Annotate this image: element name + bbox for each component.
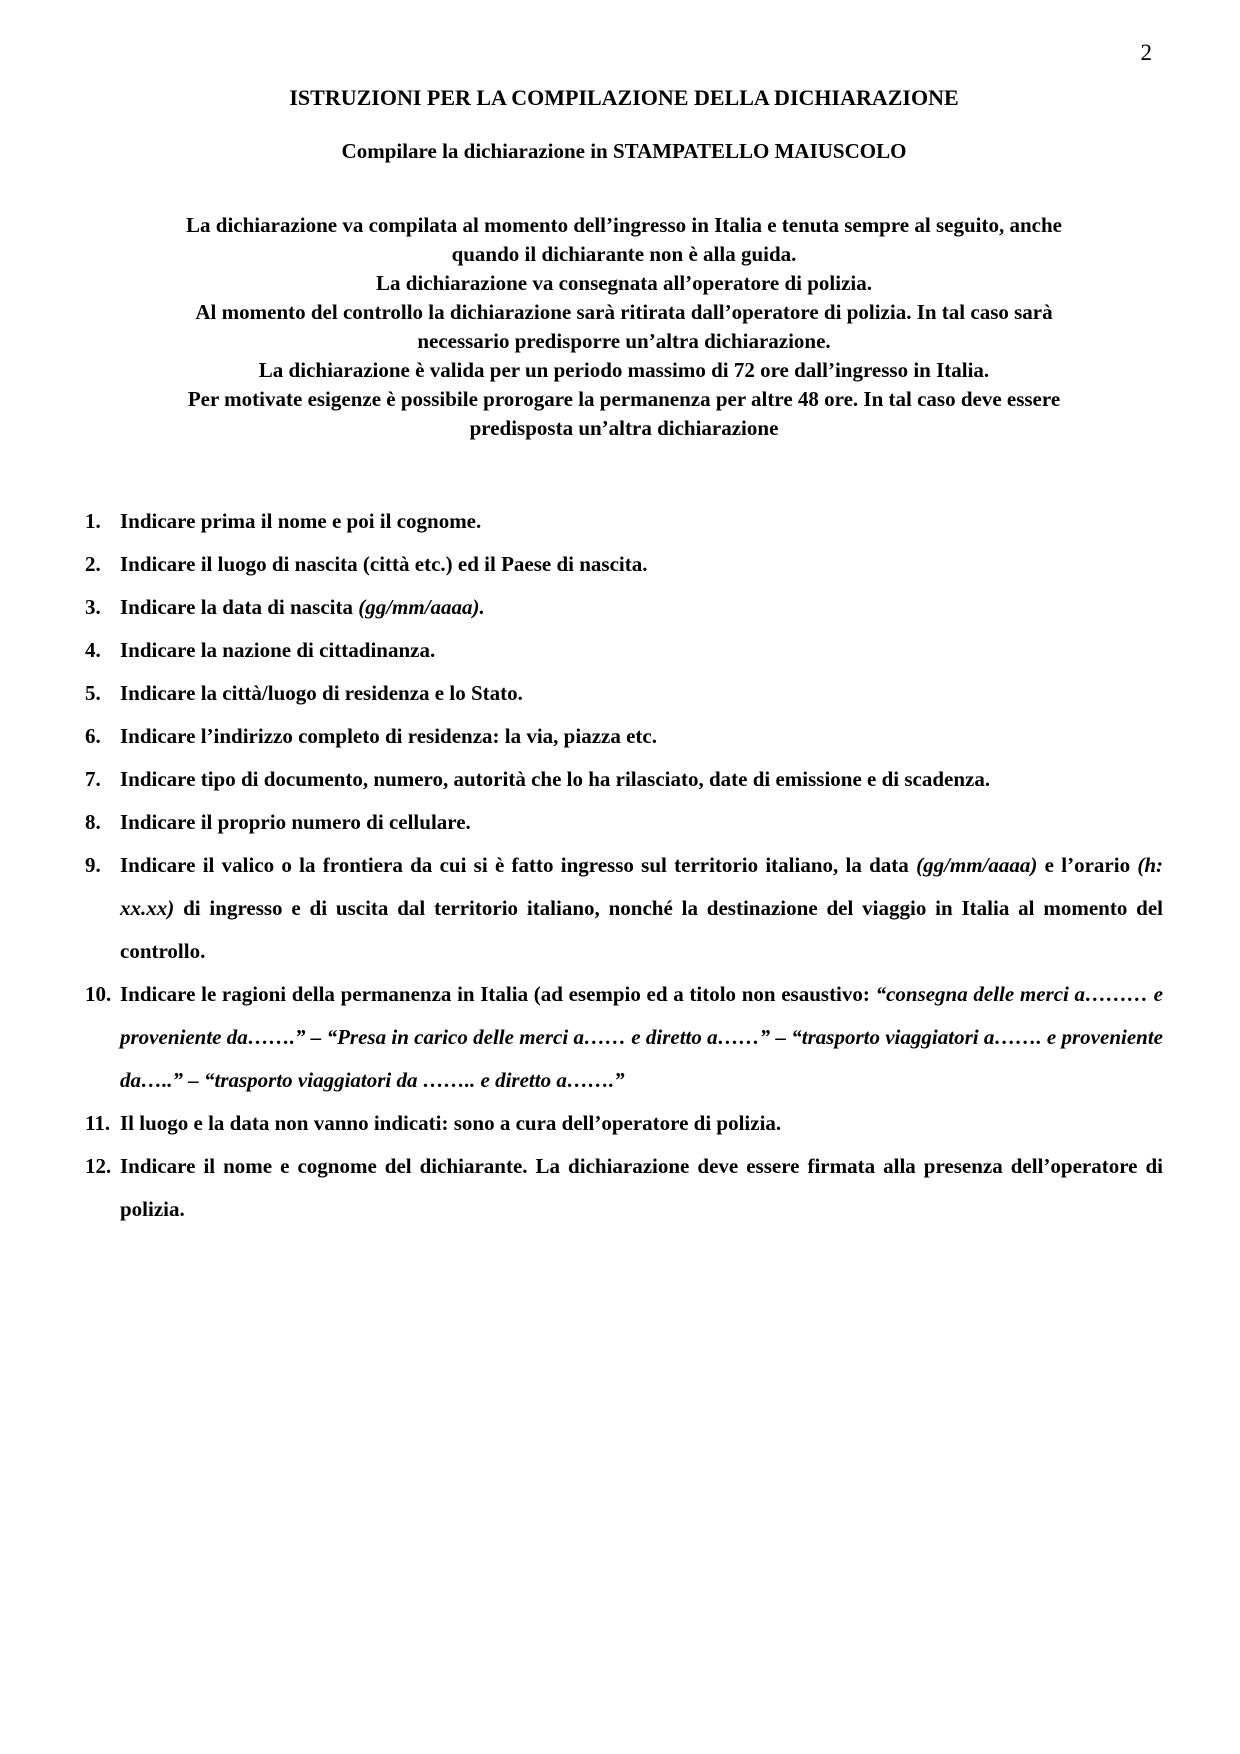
intro-line: quando il dichiarante non è alla guida.	[451, 242, 797, 266]
text-segment: di ingresso e di uscita dal territorio italiano, nonché la destinazione del viaggio in Italia al momento del controllo.	[120, 896, 1163, 963]
item-number: 2.	[85, 552, 101, 576]
item-number: 8.	[85, 810, 101, 834]
item-text	[120, 672, 1163, 715]
item-text	[120, 1102, 1163, 1145]
document-subtitle: Compilare la dichiarazione in STAMPATELLO MAIUSCOLO	[341, 139, 907, 163]
intro-line: Per motivate esigenze è possibile prorogare la permanenza per altre 48 ore. In tal caso deve essere	[187, 387, 1061, 411]
item-number: 1.	[85, 509, 101, 533]
text-segment: Indicare tipo di documento, numero, autorità che lo ha rilasciato, date di emissione e di scadenza.	[120, 767, 991, 791]
intro-line: La dichiarazione è valida per un periodo massimo di 72 ore dall’ingresso in Italia.	[258, 358, 990, 382]
text-segment: Indicare il nome e cognome del dichiarante. La dichiarazione deve essere firmata alla presenza dell’operatore di polizia.	[120, 1154, 1163, 1221]
list-item	[85, 629, 1163, 672]
item-number: 9.	[85, 853, 101, 877]
list-item	[85, 500, 1163, 543]
text-segment: (gg/mm/aaaa)	[916, 853, 1038, 877]
text-segment: Indicare la nazione di cittadinanza.	[120, 638, 436, 662]
item-text	[120, 973, 1163, 1102]
text-segment: “consegna delle merci a……… e proveniente da…….” – “Presa in carico delle merci a…… e diretto a……” – “trasporto viaggiatori a……. e proveniente da…..” – “trasporto viaggiatori da …….. e diretto a…….”	[120, 982, 1163, 1092]
item-number: 7.	[85, 767, 101, 791]
item-number: 11.	[85, 1111, 111, 1135]
item-number: 10.	[85, 982, 112, 1006]
intro-block	[85, 211, 1163, 443]
text-segment: (h: xx.xx)	[120, 853, 1164, 920]
intro-line: Al momento del controllo la dichiarazione sarà ritirata dall’operatore di polizia. In tal caso sarà	[195, 300, 1053, 324]
text-segment: Il luogo e la data non vanno indicati: sono a cura dell’operatore di polizia.	[120, 1111, 782, 1135]
list-item	[85, 586, 1163, 629]
item-number: 4.	[85, 638, 101, 662]
text-segment: Indicare il valico o la frontiera da cui si è fatto ingresso sul territorio italiano, la data	[120, 853, 917, 877]
list-item	[85, 1145, 1163, 1231]
intro-line: La dichiarazione va consegnata all’operatore di polizia.	[375, 271, 872, 295]
item-number: 6.	[85, 724, 101, 748]
list-item	[85, 758, 1163, 801]
item-text	[120, 629, 1163, 672]
item-text	[120, 715, 1163, 758]
text-segment: e l’orario	[1037, 853, 1138, 877]
list-item	[85, 672, 1163, 715]
text-segment: Indicare le ragioni della permanenza in Italia (ad esempio ed a titolo non esaustivo:	[120, 982, 876, 1006]
text-segment: Indicare la data di nascita	[120, 595, 359, 619]
list-item	[85, 973, 1163, 1102]
instruction-list	[85, 500, 1163, 1231]
intro-line: necessario predisporre un’altra dichiarazione.	[417, 329, 831, 353]
list-item	[85, 801, 1163, 844]
text-segment: Indicare il proprio numero di cellulare.	[120, 810, 471, 834]
item-text	[120, 801, 1163, 844]
text-segment: Indicare la città/luogo di residenza e lo Stato.	[120, 681, 523, 705]
list-item	[85, 844, 1163, 973]
item-text	[120, 1145, 1163, 1231]
list-item	[85, 715, 1163, 758]
item-text	[120, 844, 1163, 973]
text-segment: Indicare il luogo di nascita (città etc.) ed il Paese di nascita.	[120, 552, 648, 576]
text-segment: Indicare l’indirizzo completo di residenza: la via, piazza etc.	[120, 724, 657, 748]
document-title: ISTRUZIONI PER LA COMPILAZIONE DELLA DICHIARAZIONE	[289, 85, 959, 110]
intro-line: predisposta un’altra dichiarazione	[469, 416, 779, 440]
text-segment: (gg/mm/aaaa).	[358, 595, 485, 619]
item-number: 5.	[85, 681, 101, 705]
item-number: 12.	[85, 1154, 112, 1178]
list-item	[85, 1102, 1163, 1145]
item-text	[120, 500, 1163, 543]
item-text	[120, 586, 1163, 629]
item-number: 3.	[85, 595, 101, 619]
list-item	[85, 543, 1163, 586]
text-segment: Indicare prima il nome e poi il cognome.	[120, 509, 482, 533]
intro-line: La dichiarazione va compilata al momento dell’ingresso in Italia e tenuta sempre al seguito, anche	[186, 213, 1062, 237]
page-number: 2	[1140, 40, 1152, 65]
item-text	[120, 543, 1163, 586]
item-text	[120, 758, 1163, 801]
